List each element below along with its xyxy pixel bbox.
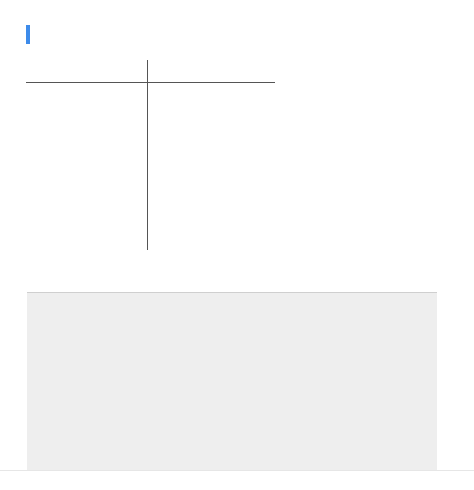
- table-header-divider: [26, 82, 275, 83]
- question-prompt: [26, 25, 30, 44]
- column-header-scatterplot: [26, 58, 146, 82]
- page-bottom: [0, 470, 474, 490]
- scatterplots-svg: [27, 293, 437, 473]
- column-header-correlation: [149, 58, 275, 82]
- table-column-divider: [147, 60, 148, 250]
- scatterplots-panel: [27, 292, 437, 473]
